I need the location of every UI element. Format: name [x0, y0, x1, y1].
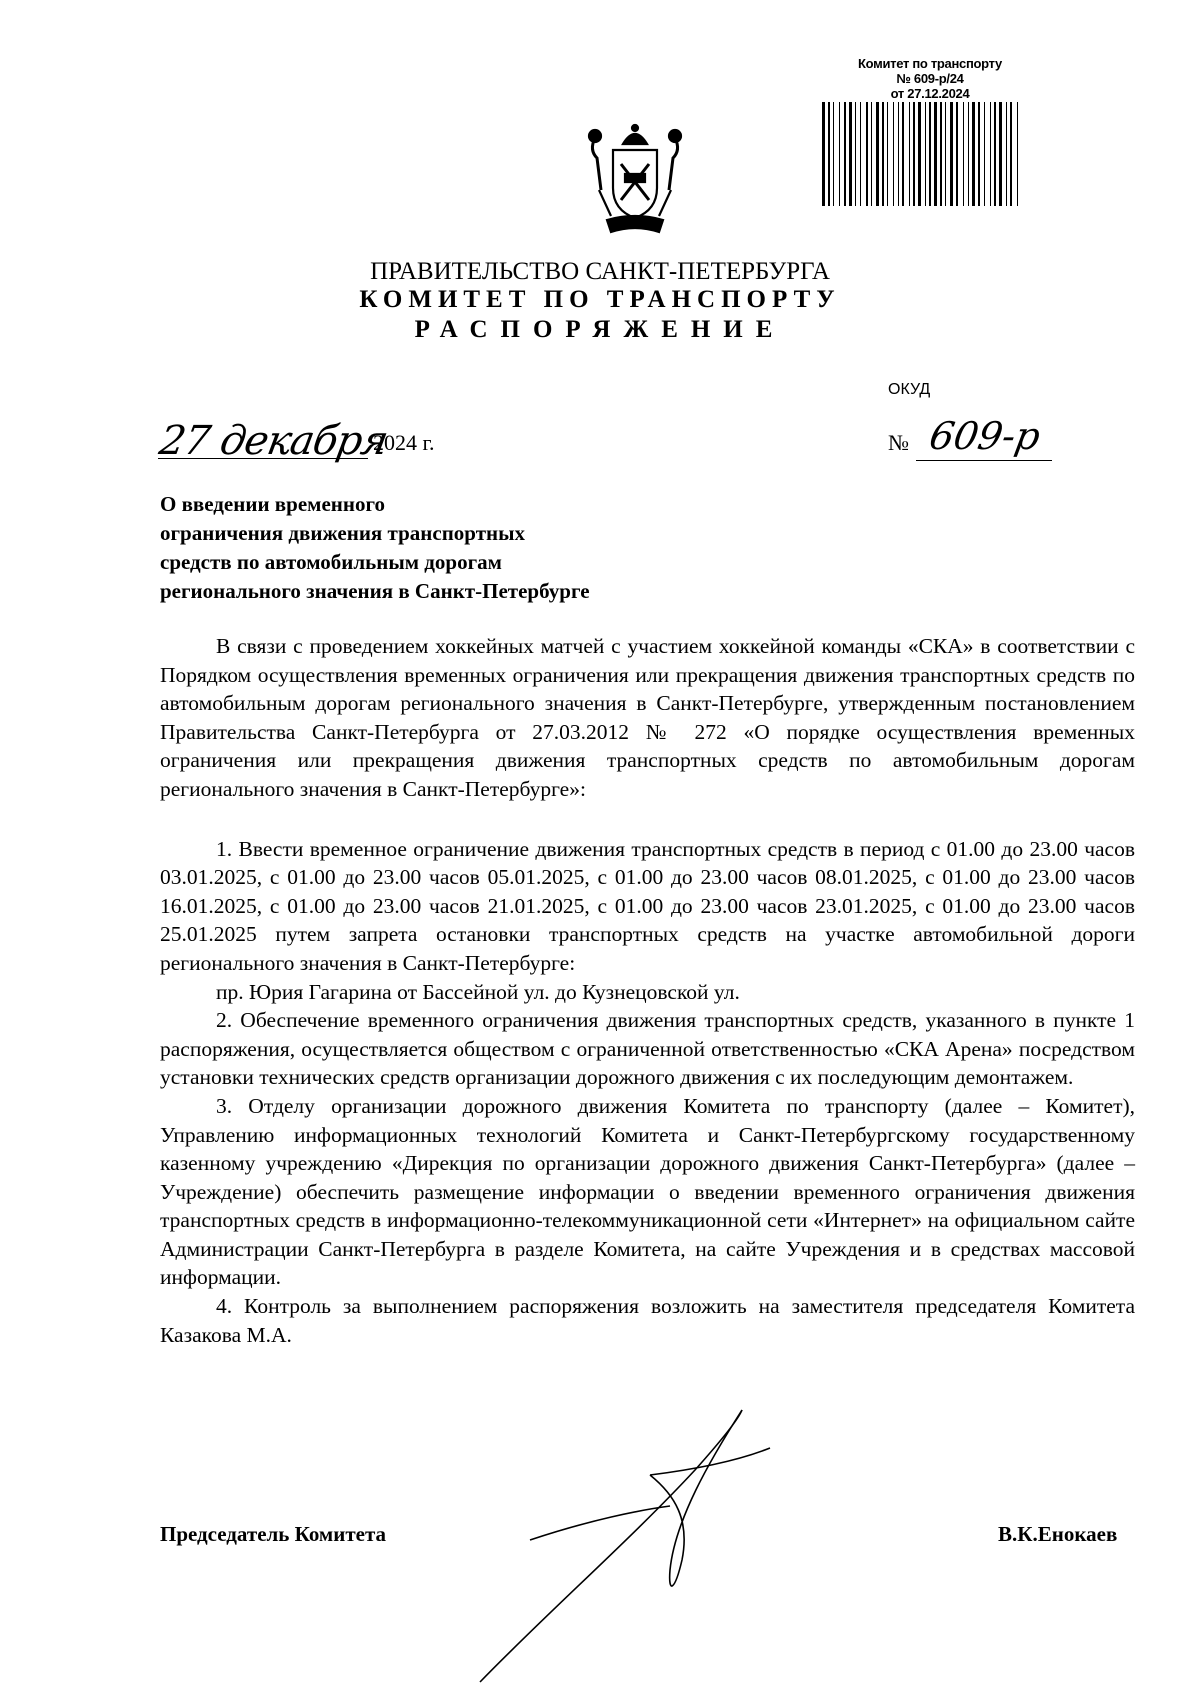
date-year: 2024 г. [373, 430, 435, 455]
barcode-bar [876, 102, 879, 206]
street-segment: пр. Юрия Гагарина от Бассейной ул. до Кузнецовской ул. [216, 979, 740, 1004]
barcode-bar [887, 102, 888, 206]
barcode-bar [898, 102, 899, 206]
barcode-bar [963, 102, 964, 206]
barcode-bar [913, 102, 915, 206]
signatory-name: В.К.Енокаев [998, 1522, 1118, 1546]
subject-line: О введении временного [160, 492, 385, 516]
item-paragraph-1: 1. Ввести временное ограничение движения транспортных средств в период с 01.00 до 23.00 часов 03.01.2025, с 01.00 до 23.00 часов 05.01.2025, с 01.00 до 23.00 часов 08.01.2025, с 01.00 до 23.00 часов 16.01.2025, с 01.00 до 23.00 часов 21.01.2025, с 01.00 до 23.00 часов 23.01.2025, с 01.00 до 23.00 часов 25.01.2025 путем запрета остановки транспортных средств на участке автомобильной дороги регионального значения в Санкт-Петербурге: [160, 836, 1135, 975]
subject-line: средств по автомобильным дорогам [160, 550, 502, 574]
date-underline [158, 458, 368, 459]
barcode-bar [866, 102, 868, 206]
barcode-bar [849, 102, 852, 206]
barcode-bar [956, 102, 958, 206]
registration-stamp [830, 56, 1030, 101]
barcode-bar [999, 102, 1002, 206]
barcode-bar [828, 102, 830, 206]
handwritten-signature [470, 1400, 840, 1690]
barcode-bar [1006, 102, 1007, 206]
stamp-line-1: Комитет по транспорту [858, 56, 1002, 71]
barcode-bar [909, 102, 910, 206]
barcode-bar [902, 102, 904, 206]
preamble-paragraph: В связи с проведением хоккейных матчей с участием хоккейной команды «СКА» в соответствии с Порядком осуществления временных ограничения или прекращения движения транспортных средств по автомобильным дорогам регионального значения в Санкт-Петербурге, утвержденным постановлением Правительства Санкт-Петербурга от 27.03.2012 № 272 «О порядке осуществления временных ограничения или прекращения движения транспортных средств по автомобильным дорогам регионального значения в Санкт-Петербурге»: [160, 634, 1135, 801]
document-body [160, 632, 1135, 1349]
barcode-bar [972, 102, 975, 206]
signatory-title: Председатель Комитета [160, 1522, 387, 1546]
item-paragraph-2: 2. Обеспечение временного ограничения движения транспортных средств, указанного в пункте 1 распоряжения, осуществляется обществом с ограниченной ответственностью «СКА Арена» посредством установки технических средств организации дорожного движения с их последующим демонтажем. [160, 1008, 1135, 1090]
subject-line: ограничения движения транспортных [160, 521, 526, 545]
number-sign: № [888, 430, 909, 455]
item-paragraph-3: 3. Отделу организации дорожного движения Комитета по транспорту (далее – Комитет), Управлению информационных технологий Комитета и Санкт-Петербургскому государственному казенному учреждению «Дирекция по организации дорожного движения Санкт-Петербурга» (далее – Учреждение) обеспечить размещение информации о введении временного ограничения движения транспортных средств в информационно-телекоммуникационной сети «Интернет» на официальном сайте Администрации Санкт-Петербурга в разделе Комитета, на сайте Учреждения и в средствах массовой информации. [160, 1093, 1135, 1290]
document-subject [160, 490, 590, 606]
subject-line: регионального значения в Санкт-Петербурге [160, 579, 590, 603]
okud-label: ОКУД [888, 381, 931, 398]
barcode-bar [968, 102, 969, 206]
barcode-bar [978, 102, 980, 206]
barcode-bar [940, 102, 942, 206]
barcode-bar [833, 102, 834, 206]
barcode-bar [994, 102, 996, 206]
barcode-bar [844, 102, 846, 206]
government-name: ПРАВИТЕЛЬСТВО САНКТ-ПЕТЕРБУРГА [370, 258, 830, 285]
coat-of-arms-icon [585, 120, 685, 238]
barcode-bar [893, 102, 894, 206]
barcode-bar [1017, 102, 1018, 206]
barcode-bar [822, 102, 825, 206]
barcode-bar [984, 102, 985, 206]
barcode-bar [934, 102, 937, 206]
barcode [820, 102, 1025, 206]
item-paragraph-4: 4. Контроль за выполнением распоряжения возложить на заместителя председателя Комитета Казакова М.А. [160, 1294, 1135, 1347]
barcode-bar [925, 102, 926, 206]
barcode-bar [945, 102, 946, 206]
handwritten-date: 27 декабря [155, 418, 391, 464]
stamp-line-3: от 27.12.2024 [890, 86, 970, 101]
barcode-bar [839, 102, 840, 206]
document-type: РАСПОРЯЖЕНИЕ [414, 316, 786, 343]
handwritten-number: 609-р [926, 414, 1044, 458]
number-underline [916, 460, 1052, 461]
barcode-bar [855, 102, 856, 206]
barcode-bar [990, 102, 991, 206]
barcode-bar [929, 102, 931, 206]
committee-name: КОМИТЕТ ПО ТРАНСПОРТУ [359, 286, 841, 313]
barcode-bar [1010, 102, 1012, 206]
barcode-bar [882, 102, 884, 206]
barcode-bar [860, 102, 861, 206]
barcode-bar [950, 102, 953, 206]
barcode-bar [871, 102, 872, 206]
barcode-bar [918, 102, 921, 206]
stamp-line-2: № 609-р/24 [896, 71, 964, 86]
